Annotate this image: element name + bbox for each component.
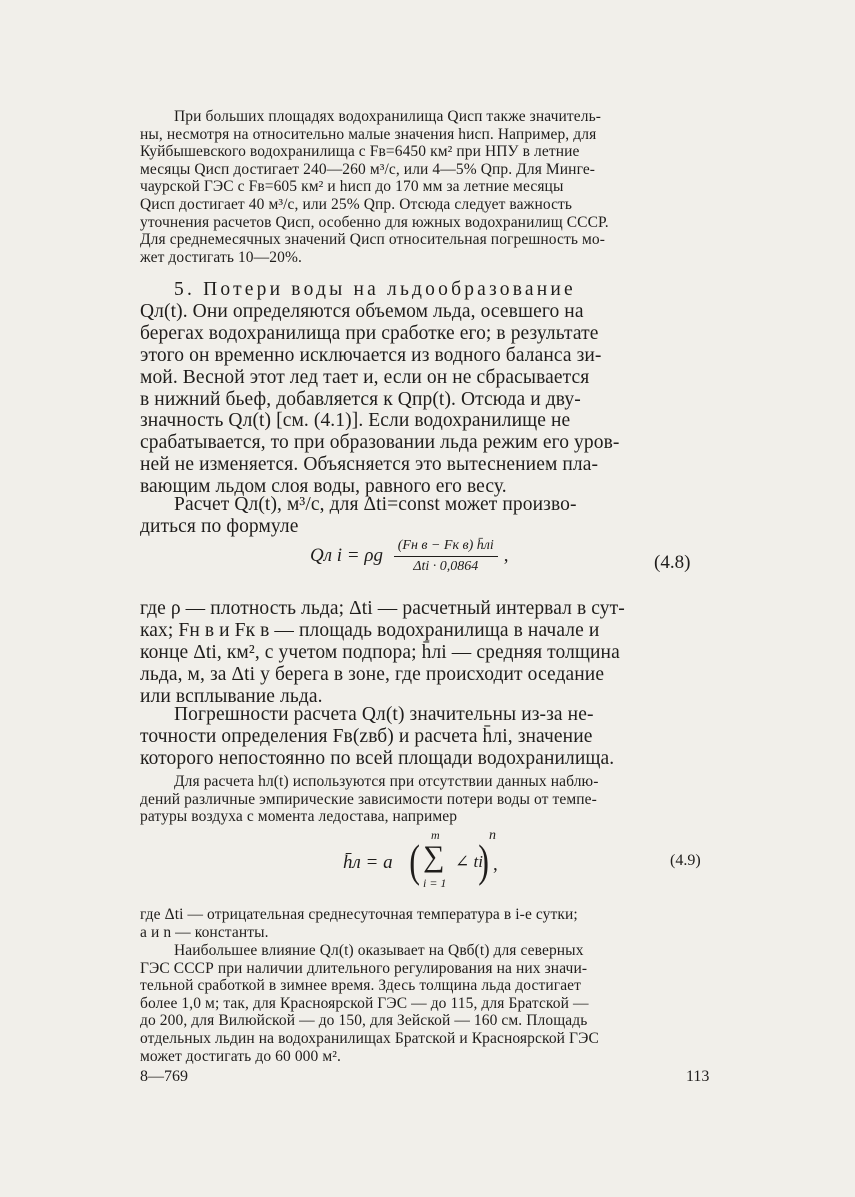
- text-line: конце Δti, км², с учетом подпора; h̄лi — средняя толщина: [140, 641, 620, 663]
- page-number: 113: [686, 1068, 710, 1085]
- text-line: или всплывание льда.: [140, 685, 323, 707]
- equation-number: (4.8): [654, 552, 691, 573]
- signature-mark: 8—769: [140, 1068, 188, 1085]
- text-line: тельной сработкой в зимнее время. Здесь толщина льда достигает: [140, 977, 582, 995]
- text-line: вающим льдом слоя воды, равного его весу.: [140, 476, 507, 498]
- paragraph-empirical-relations: [140, 773, 705, 826]
- equation-number: (4.9): [670, 852, 701, 869]
- paragraph-calculation-intro: [140, 494, 705, 538]
- sum-lower-limit: i = 1: [423, 876, 447, 890]
- text-line: в нижний бьеф, добавляется к Qпр(t). Отсюда и дву-: [140, 388, 581, 410]
- text-line: чаурской ГЭС с Fв=605 км² и hисп до 170 мм за летние месяцы: [140, 178, 564, 196]
- text-line: где ρ — плотность льда; Δti — расчетный интервал в сут-: [140, 598, 625, 619]
- text-line: Для среднемесячных значений Qисп относительная погрешность мо-: [140, 231, 606, 249]
- paragraph-evaporation-losses: [140, 108, 705, 266]
- paragraph-ice-losses: [140, 279, 705, 498]
- equation-comma: ,: [493, 854, 498, 875]
- text-line: которого непостоянно по всей площади водохранилища.: [140, 747, 615, 769]
- equation-fraction: [394, 538, 498, 575]
- left-paren: (: [409, 835, 421, 886]
- text-line: ны, несмотря на относительно малые значения hисп. Например, для: [140, 125, 597, 143]
- text-line: значность Qл(t) [см. (4.1)]. Если водохранилище не: [140, 410, 571, 432]
- fraction-denominator: Δti · 0,0864: [413, 559, 479, 574]
- text-line: где Δti — отрицательная среднесуточная температура в i-е сутки;: [140, 906, 578, 923]
- equation-lhs: h̄л = a: [343, 852, 393, 873]
- text-line: жет достигать 10—20%.: [140, 248, 302, 266]
- equation-4-8: [310, 538, 509, 575]
- paragraph-constants: [140, 906, 705, 941]
- text-line: уточнения расчетов Qисп, особенно для южных водохранилищ СССР.: [140, 213, 609, 231]
- summand: ∠ ti: [455, 852, 483, 871]
- text-line: мой. Весной этот лед тает и, если он не сбрасывается: [140, 366, 590, 388]
- fraction-numerator: (Fн в − Fк в) h̄лi: [394, 538, 498, 557]
- text-line: ратуры воздуха с момента ледостава, например: [140, 808, 458, 826]
- section-heading-line: 5. Потери воды на льдообразование: [174, 279, 576, 300]
- paragraph-ice-influence: [140, 942, 705, 1065]
- text-line: отдельных льдин на водохранилищах Братской и Красноярской ГЭС: [140, 1029, 599, 1047]
- text-line: срабатывается, то при образовании льда режим его уров-: [140, 432, 620, 454]
- text-line: Погрешности расчета Qл(t) значительны из-за не-: [174, 704, 594, 725]
- sum-symbol: ∑: [423, 840, 445, 873]
- paragraph-variable-definitions: [140, 598, 705, 708]
- text-line: Qл(t). Они определяются объемом льда, осевшего на: [140, 300, 584, 322]
- text-line: месяцы Qисп достигает 240—260 м³/с, или 4—5% Qпр. Для Минге-: [140, 160, 596, 178]
- sum-upper-limit: m: [431, 828, 440, 842]
- right-paren: ): [478, 835, 490, 886]
- paragraph-errors: [140, 704, 705, 770]
- text-line: этого он временно исключается из водного баланса зи-: [140, 344, 602, 366]
- equation-lhs: Qл i = ρg: [310, 544, 383, 566]
- text-line: диться по формуле: [140, 515, 299, 537]
- text-line: Qисп достигает 40 м³/с, или 25% Qпр. Отсюда следует важность: [140, 195, 573, 213]
- text-line: точности определения Fв(zвб) и расчета h̄лi, значение: [140, 725, 593, 747]
- text-line: Для расчета hл(t) используются при отсутствии данных наблю-: [174, 773, 599, 790]
- text-line: ках; Fн в и Fк в — площадь водохранилища в начале и: [140, 619, 600, 641]
- text-line: более 1,0 м; так, для Красноярской ГЭС — до 115, для Братской —: [140, 994, 589, 1012]
- text-line: льда, м, за Δti у берега в зоне, где происходит оседание: [140, 663, 605, 685]
- text-line: дений различные эмпирические зависимости потери воды от темпе-: [140, 790, 597, 808]
- text-line: берегах водохранилища при сработке его; в результате: [140, 322, 599, 344]
- text-line: Куйбышевского водохранилища с Fв=6450 км² при НПУ в летние: [140, 143, 580, 161]
- text-line: ней не изменяется. Объясняется это вытеснением пла-: [140, 454, 599, 476]
- text-line: При больших площадях водохранилища Qисп также значитель-: [174, 108, 602, 125]
- text-line: ГЭС СССР при наличии длительного регулирования на них значи-: [140, 959, 588, 977]
- text-line: может достигать до 60 000 м².: [140, 1047, 341, 1065]
- text-line: Расчет Qл(t), м³/с, для Δti=const может произво-: [174, 494, 577, 515]
- text-line: Наибольшее влияние Qл(t) оказывает на Qвб(t) для северных: [174, 942, 584, 959]
- equation-comma: ,: [503, 544, 509, 566]
- text-line: до 200, для Вилюйской — до 150, для Зейской — 160 см. Площадь: [140, 1012, 588, 1030]
- text-line: a и n — константы.: [140, 923, 269, 941]
- power-exponent: n: [489, 828, 496, 843]
